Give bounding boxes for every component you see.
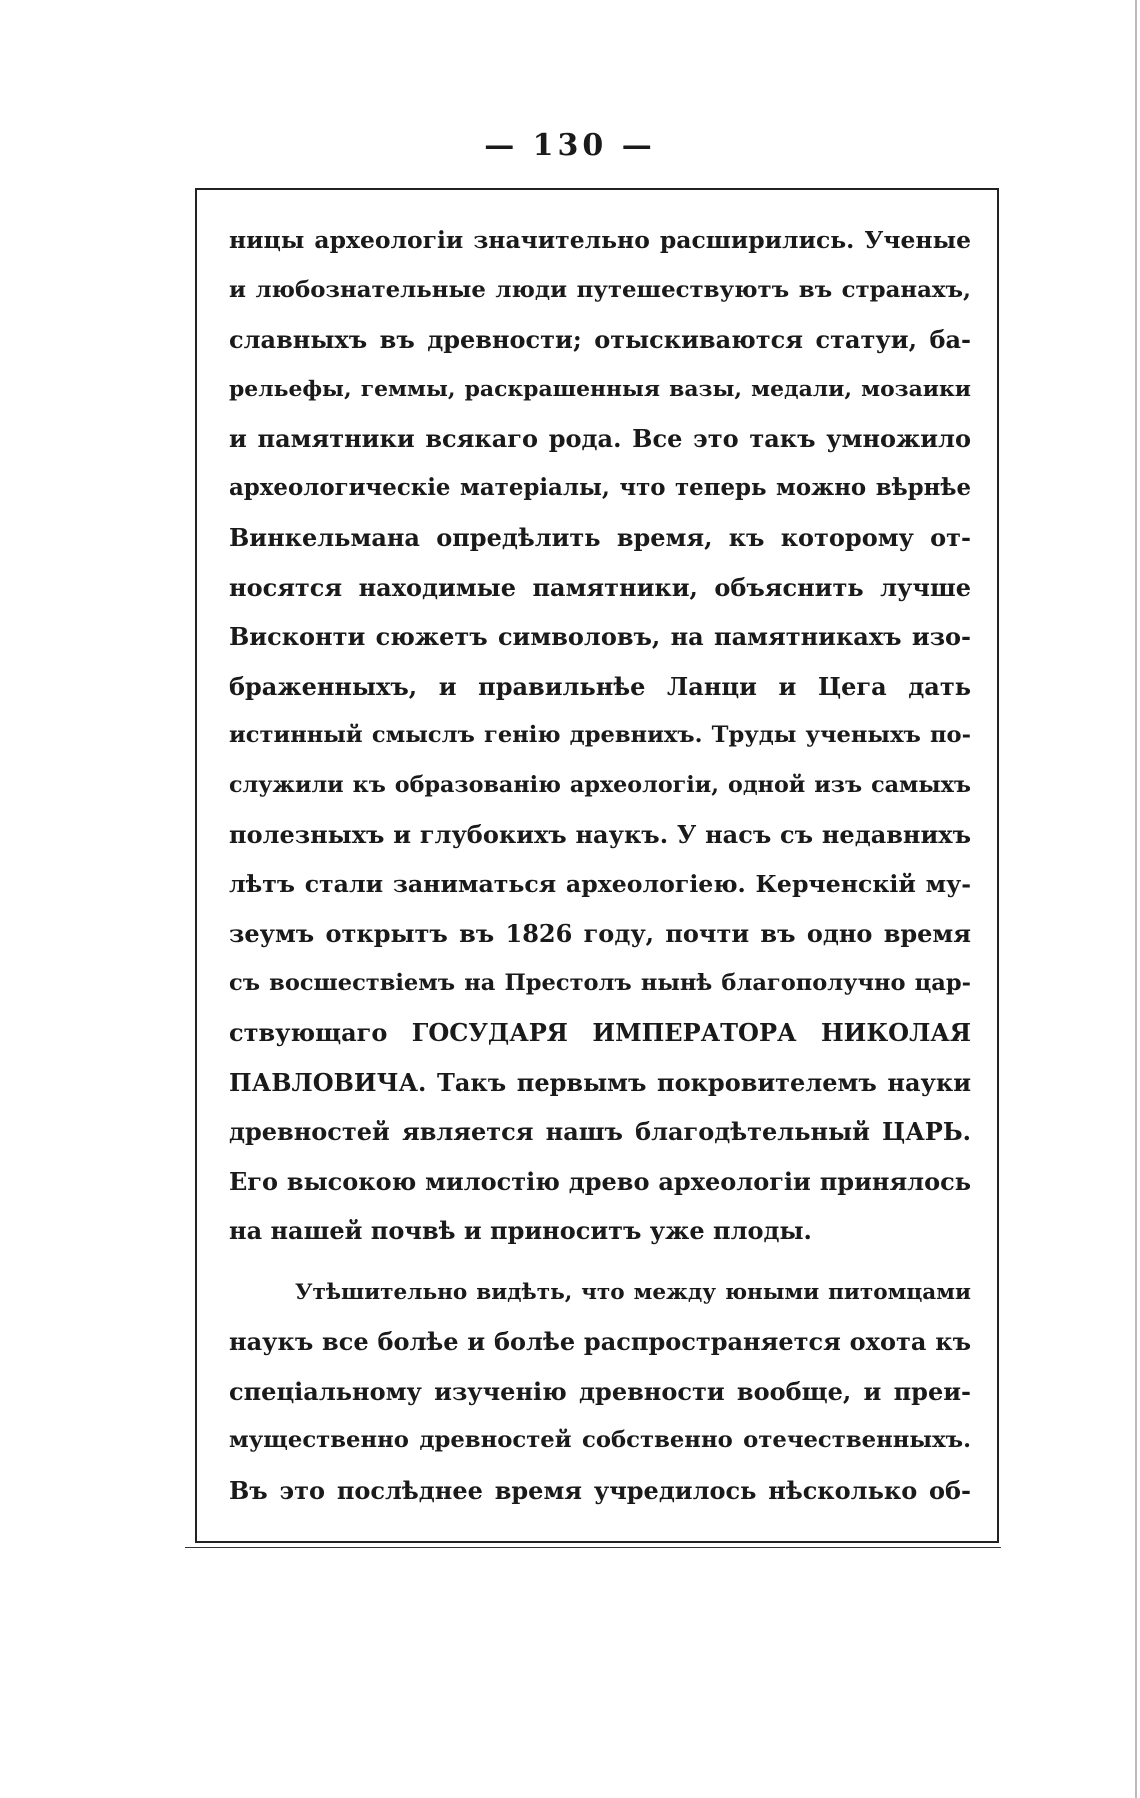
text-line: Въ это послѣднее время учредилось нѣсколько об- xyxy=(229,1475,971,1505)
text-line: съ восшествіемъ на Престолъ нынѣ благополучно цар- xyxy=(229,969,971,996)
text-line: археологическіе матеріалы, что теперь можно вѣрнѣе xyxy=(229,474,971,501)
text-line: наукъ все болѣе и болѣе распространяется охота къ xyxy=(229,1327,971,1356)
text-line: ствующаго ГОСУДАРЯ ИМПЕРАТОРА НИКОЛАЯ xyxy=(229,1018,971,1047)
text-line: ПАВЛОВИЧА. Такъ первымъ покровителемъ науки xyxy=(229,1067,971,1097)
text-line: лѣтъ стали заниматься археологіею. Керченскій му- xyxy=(229,869,971,898)
text-line: служили къ образованію археологіи, одной изъ самыхъ xyxy=(229,771,971,798)
text-line: Висконти сюжетъ символовъ, на памятникахъ изо- xyxy=(229,622,971,651)
text-line: мущественно древностей собственно отечественныхъ. xyxy=(229,1427,971,1453)
page-number: — 130 — xyxy=(484,128,656,163)
text-line: браженныхъ, и правильнѣе Ланци и Цега дать xyxy=(229,671,971,701)
paragraph-gap xyxy=(229,1256,971,1268)
text-frame xyxy=(195,188,999,1543)
text-line: славныхъ въ древности; отыскиваются статуи, ба- xyxy=(229,325,971,354)
text-line: древностей является нашъ благодѣтельный ЦАРЬ. xyxy=(229,1117,971,1146)
text-line: и памятники всякаго рода. Все это такъ умножило xyxy=(229,424,971,453)
text-line: истинный смыслъ генію древнихъ. Труды ученыхъ по- xyxy=(229,722,971,748)
text-line: Винкельмана опредѣлить время, къ которому от- xyxy=(229,523,971,552)
text-line: рельефы, геммы, раскрашенныя вазы, медали, мозаики xyxy=(229,375,971,402)
text-line: Его высокою милостію древо археологіи принялось xyxy=(229,1166,971,1196)
text-line: носятся находимые памятники, объяснить лучше xyxy=(229,572,971,602)
text-line: зеумъ открытъ въ 1826 году, почти въ одно время xyxy=(229,919,971,948)
text-line: на нашей почвѣ и приноситъ уже плоды. xyxy=(229,1216,812,1245)
body-text xyxy=(229,216,971,1515)
text-line: спеціальному изученію древности вообще, и преи- xyxy=(229,1376,971,1406)
text-line: ницы археологіи значительно расширились. Ученые xyxy=(229,226,971,254)
text-line: полезныхъ и глубокихъ наукъ. У насъ съ недавнихъ xyxy=(229,820,971,849)
text-line: и любознательные люди путешествуютъ въ странахъ, xyxy=(229,276,971,303)
text-line: Утѣшительно видѣть, что между юными питомцами xyxy=(295,1279,971,1305)
page-edge xyxy=(1135,0,1137,1798)
